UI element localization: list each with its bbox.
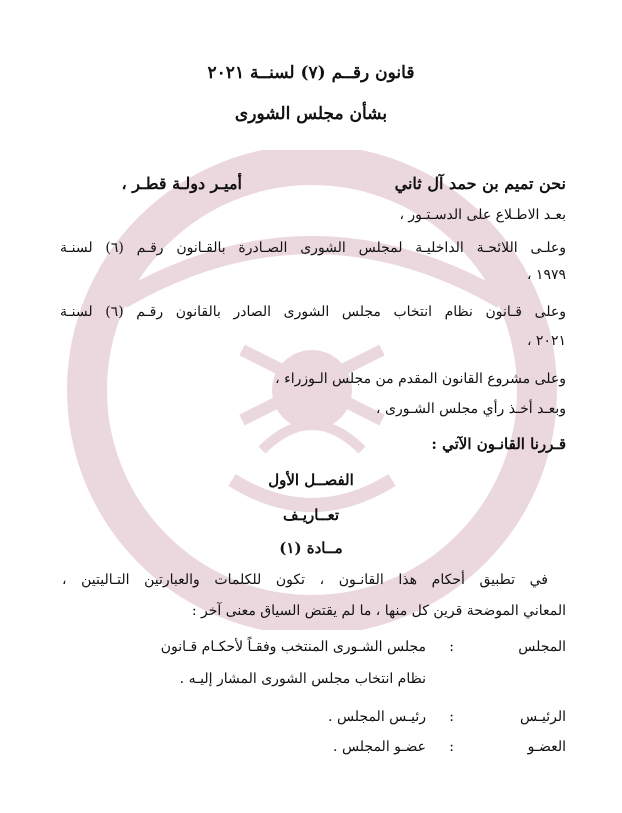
preamble-line-3: ١٩٧٩ ، <box>526 267 566 283</box>
definition-text-council-1: مجلس الشـورى المنتخب وفقـاً لأحكـام قـانون <box>160 639 426 655</box>
law-title: قانون رقــم (٧) لسنــة ٢٠٢١ <box>207 63 415 83</box>
definition-text-member: عضـو المجلس . <box>333 739 426 755</box>
definition-text-council-2: نظام انتخاب مجلس الشورى المشار إليـه . <box>179 671 426 687</box>
article-text-line-1: في تطبيق أحكام هذا القانـون ، تكون للكلمات والعبارتين التـاليتين ، <box>62 572 548 588</box>
issuer-name: نحن تميم بن حمد آل ثاني <box>394 174 566 193</box>
chapter-heading: الفصــل الأول <box>268 471 354 489</box>
definition-term-member: العضـو <box>527 739 566 755</box>
preamble-line-5: ٢٠٢١ ، <box>526 333 566 349</box>
definition-colon: : <box>449 639 454 655</box>
preamble-line-2: وعلـى اللائحـة الداخليـة لمجلس الشورى الصـادرة بالقـانون رقـم (٦) لسنـة <box>60 240 566 256</box>
definition-text-speaker: رئيـس المجلس . <box>328 709 426 725</box>
preamble-line-1: بعـد الاطـلاع على الدسـتـور ، <box>399 207 566 223</box>
definition-colon: : <box>449 739 454 755</box>
article-heading: مــادة (١) <box>279 539 343 557</box>
definition-term-council: المجلس <box>518 639 566 655</box>
law-subtitle: بشأن مجلس الشورى <box>234 104 388 124</box>
preamble-line-7: وبعـد أخـذ رأي مجلس الشـورى ، <box>376 401 566 417</box>
decree-statement: قـررنا القانـون الآتي : <box>431 435 566 453</box>
definition-term-speaker: الرئيـس <box>520 709 566 725</box>
preamble-line-4: وعلى قـانون نظام انتخاب مجلس الشورى الصادر بالقانون رقـم (٦) لسنـة <box>60 304 566 320</box>
definition-colon: : <box>449 709 454 725</box>
chapter-title: تعــاريـف <box>282 506 340 524</box>
article-text-line-2: المعاني الموضحة قرين كل منها ، ما لم يقتض السياق معنى آخر : <box>191 603 566 619</box>
issuer-title: أميـر دولـة قطـر ، <box>121 174 242 193</box>
preamble-line-6: وعلى مشروع القانون المقدم من مجلس الـوزراء ، <box>275 371 566 387</box>
